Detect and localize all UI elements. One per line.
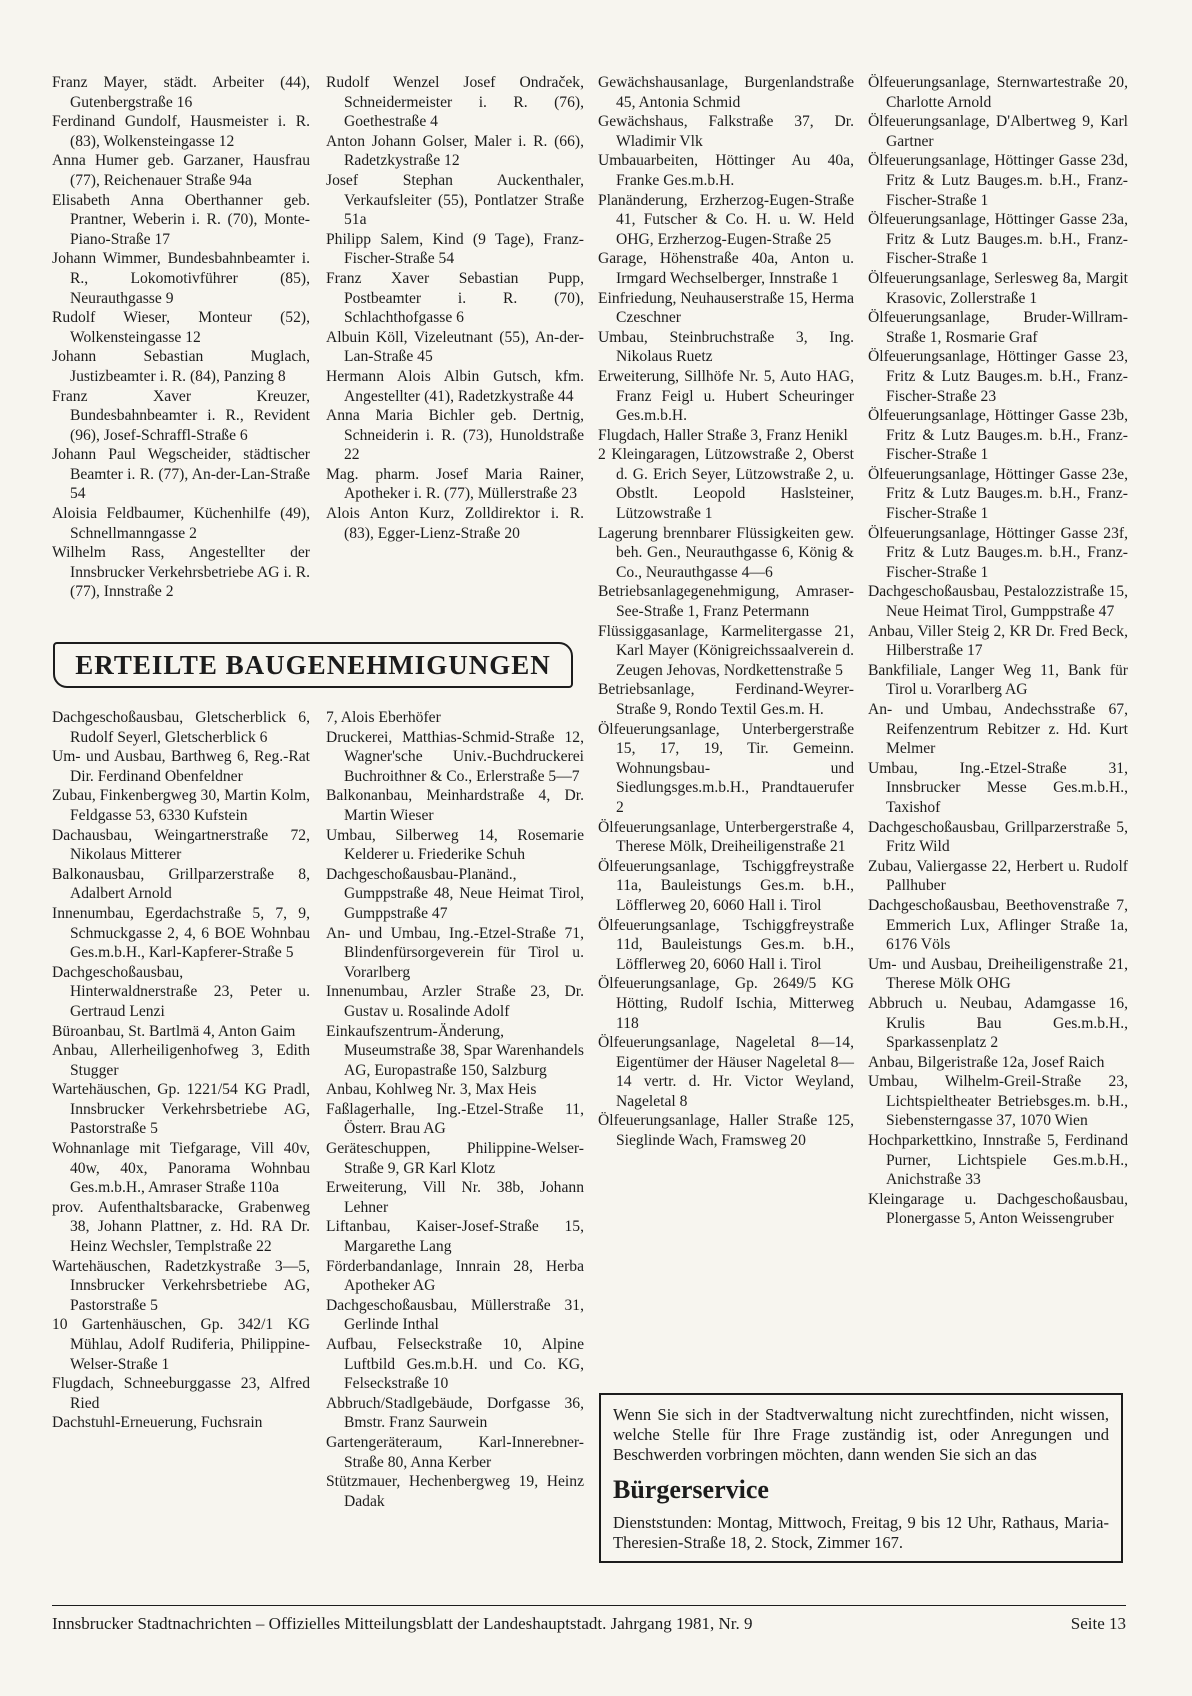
list-item: 7, Alois Eberhöfer [326, 709, 441, 726]
section-heading [53, 642, 573, 688]
list-item: Philipp Salem, Kind (9 Tage), Franz-Fischer-Straße 54 [326, 230, 584, 268]
list-item: Innenumbau, Egerdachstraße 5, 7, 9, Schmuckgasse 2, 4, 6 BOE Wohnbau Ges.m.b.H., Karl-Kapferer-Straße 5 [52, 904, 310, 962]
page-number: Seite 13 [1070, 1614, 1126, 1633]
list-item: Anton Johann Golser, Maler i. R. (66), Radetzkystraße 12 [326, 132, 584, 170]
list-item: Zubau, Finkenbergweg 30, Martin Kolm, Feldgasse 53, 6330 Kufstein [52, 787, 310, 824]
list-item: Josef Stephan Auckenthaler, Verkaufsleiter (55), Pontlatzer Straße 51a [326, 171, 584, 229]
list-item: Gewächshausanlage, Burgenlandstraße 45, Antonia Schmid [598, 74, 854, 111]
list-item: Johann Paul Wegscheider, städtischer Beamter i. R. (77), An-der-Lan-Straße 54 [52, 446, 310, 503]
list-item: Aloisia Feldbaumer, Küchenhilfe (49), Schnellmanngasse 2 [52, 505, 310, 542]
list-item: Umbau, Steinbruchstraße 3, Ing. Nikolaus Ruetz [598, 328, 854, 366]
list-item: Dachgeschoßausbau, Pestalozzistraße 15, Neue Heimat Tirol, Gumppstraße 47 [868, 583, 1128, 621]
list-item: Erweiterung, Vill Nr. 38b, Johann Lehner [326, 1179, 584, 1216]
list-item: Ölfeuerungsanlage, D'Albertweg 9, Karl Gartner [868, 113, 1128, 150]
list-item: Stützmauer, Hechenbergweg 19, Heinz Dadak [326, 1473, 584, 1510]
list-item: Ölfeuerungsanlage, Höttinger Gasse 23, Fritz & Lutz Bauges.m. b.H., Franz-Fischer-Straße 23 [868, 348, 1128, 405]
permits-column-4 [868, 73, 1128, 1229]
list-item: Dachausbau, Weingartnerstraße 72, Nikolaus Mitterer [52, 826, 310, 864]
list-item: Um- und Ausbau, Barthweg 6, Reg.-Rat Dir. Ferdinand Obenfeldner [52, 748, 310, 785]
list-item: Wilhelm Rass, Angestellter der Innsbrucker Verkehrsbetriebe AG i. R. (77), Innstraße 2 [52, 544, 310, 601]
section-heading-text: ERTEILTE BAUGENEHMIGUNGEN [75, 649, 551, 680]
list-item: Dachgeschoßausbau, Beethovenstraße 7, Emmerich Lux, Aflinger Straße 1a, 6176 Völs [868, 896, 1128, 954]
list-item: Ölfeuerungsanlage, Unterbergerstraße 15, 17, 19, Tir. Gemeinn. Wohnungsbau- und Siedlungsges.m.b.H., Prandtauerufer 2 [598, 720, 854, 816]
list-item: Ölfeuerungsanlage, Nageletal 8—14, Eigentümer der Häuser Nageletal 8—14 vertr. d. Hr. Victor Weyland, Nageletal 8 [598, 1034, 854, 1110]
list-item: Lagerung brennbarer Flüssigkeiten gew. beh. Gen., Neurauthgasse 6, König & Co., Neurauthgasse 4—6 [598, 524, 854, 581]
list-item: Liftanbau, Kaiser-Josef-Straße 15, Margarethe Lang [326, 1218, 584, 1256]
service-intro: Wenn Sie sich in der Stadtverwaltung nicht zurechtfinden, nicht wissen, welche Stelle für Ihre Frage zuständig ist, oder Anregungen und Beschwerden vorbringen möchten, dann wenden Sie sich an das [613, 1405, 1109, 1464]
list-item: Anbau, Kohlweg Nr. 3, Max Heis [326, 1081, 537, 1099]
list-item: Albuin Köll, Vizeleutnant (55), An-der-Lan-Straße 45 [326, 328, 584, 366]
list-item: Anna Maria Bichler geb. Dertnig, Schneiderin i. R. (73), Hunoldstraße 22 [326, 407, 584, 464]
list-item: Hermann Alois Albin Gutsch, kfm. Angestellter (41), Radetzkystraße 44 [326, 367, 584, 405]
list-item: Dachstuhl-Erneuerung, Fuchsrain [52, 1414, 263, 1432]
list-item: 2 Kleingaragen, Lützowstraße 2, Oberst d. G. Erich Seyer, Lützowstraße 2, u. Obstlt. Leopold Haslsteiner, Lützowstraße 1 [598, 446, 854, 523]
list-item: Druckerei, Matthias-Schmid-Straße 12, Wagner'sche Univ.-Buchdruckerei Buchroithner & Co., Erlerstraße 5—7 [326, 728, 584, 785]
list-item: Garage, Höhenstraße 40a, Anton u. Irmgard Wechselberger, Innstraße 1 [598, 250, 854, 287]
permits-column-1 [52, 708, 310, 1433]
list-item: Wohnanlage mit Tiefgarage, Vill 40v, 40w, 40x, Panorama Wohnbau Ges.m.b.H., Amraser Straße 110a [52, 1140, 310, 1197]
list-item: Ölfeuerungsanlage, Serlesweg 8a, Margit Krasovic, Zollerstraße 1 [868, 269, 1128, 307]
list-item: Ölfeuerungsanlage, Höttinger Gasse 23b, Fritz & Lutz Bauges.m. b.H., Franz-Fischer-Straße 1 [868, 407, 1128, 464]
list-item: Dachgeschoßausbau, Hinterwaldnerstraße 23, Peter u. Gertraud Lenzi [52, 963, 310, 1020]
list-item: Einkaufszentrum-Änderung, Museumstraße 38, Spar Warenhandels AG, Europastraße 150, Salzburg [326, 1022, 584, 1079]
list-item: Ölfeuerungsanlage, Höttinger Gasse 23d, Fritz & Lutz Bauges.m. b.H., Franz-Fischer-Straße 1 [868, 152, 1128, 209]
list-item: Zubau, Valiergasse 22, Herbert u. Rudolf Pallhuber [868, 857, 1128, 895]
list-item: Umbau, Ing.-Etzel-Straße 31, Innsbrucker Messe Ges.m.b.H., Taxishof [868, 759, 1128, 816]
permits-column-3 [598, 73, 854, 1151]
list-item: Balkonanbau, Meinhardstraße 4, Dr. Martin Wieser [326, 787, 584, 824]
list-item: Franz Xaver Sebastian Pupp, Postbeamter i. R. (70), Schlachthofgasse 6 [326, 269, 584, 327]
list-item: Abbruch u. Neubau, Adamgasse 16, Krulis Bau Ges.m.b.H., Sparkassenplatz 2 [868, 994, 1128, 1052]
list-item: Innenumbau, Arzler Straße 23, Dr. Gustav u. Rosalinde Adolf [326, 983, 584, 1020]
list-item: Ölfeuerungsanlage, Höttinger Gasse 23a, Fritz & Lutz Bauges.m. b.H., Franz-Fischer-Straße 1 [868, 211, 1128, 268]
list-item: Faßlagerhalle, Ing.-Etzel-Straße 11, Österr. Brau AG [326, 1100, 584, 1138]
list-item: Ferdinand Gundolf, Hausmeister i. R. (83), Wolkensteingasse 12 [52, 113, 310, 150]
list-item: Ölfeuerungsanlage, Sternwartestraße 20, Charlotte Arnold [868, 74, 1128, 111]
list-item: Umbau, Wilhelm-Greil-Straße 23, Lichtspieltheater Betriebsges.m. b.H., Siebensterngasse 37, 1070 Wien [868, 1073, 1128, 1130]
list-item: Büroanbau, St. Bartlmä 4, Anton Gaim [52, 1022, 296, 1040]
list-item: prov. Aufenthaltsbaracke, Grabenweg 38, Johann Plattner, z. Hd. RA Dr. Heinz Wechsler, Templstraße 22 [52, 1198, 310, 1256]
list-item: Rudolf Wenzel Josef Ondraček, Schneidermeister i. R. (76), Goethestraße 4 [326, 74, 584, 131]
list-item: Ölfeuerungsanlage, Haller Straße 125, Sieglinde Wach, Framsweg 20 [598, 1112, 854, 1150]
list-item: Johann Sebastian Muglach, Justizbeamter i. R. (84), Panzing 8 [52, 348, 310, 385]
list-item: Ölfeuerungsanlage, Bruder-Willram-Straße 1, Rosmarie Graf [868, 309, 1128, 346]
list-item: Balkonausbau, Grillparzerstraße 8, Adalbert Arnold [52, 865, 310, 903]
list-item: Franz Xaver Kreuzer, Bundesbahnbeamter i. R., Revident (96), Josef-Schraffl-Straße 6 [52, 387, 310, 444]
buergerservice-box [599, 1393, 1123, 1563]
list-item: Einfriedung, Neuhauserstraße 15, Herma Czeschner [598, 289, 854, 327]
list-item: An- und Umbau, Ing.-Etzel-Straße 71, Blindenfürsorgeverein für Tirol u. Vorarlberg [326, 924, 584, 981]
list-item: Betriebsanlage, Ferdinand-Weyrer-Straße 9, Rondo Textil Ges.m. H. [598, 681, 854, 718]
service-title: Bürgerservice [613, 1475, 769, 1504]
list-item: Ölfeuerungsanlage, Höttinger Gasse 23e, Fritz & Lutz Bauges.m. b.H., Franz-Fischer-Straße 1 [868, 465, 1128, 523]
list-item: Dachgeschoßausbau, Gletscherblick 6, Rudolf Seyerl, Gletscherblick 6 [52, 709, 310, 746]
list-item: Umbau, Silberweg 14, Rosemarie Kelderer u. Friederike Schuh [326, 826, 584, 864]
list-item: Umbauarbeiten, Höttinger Au 40a, Franke Ges.m.b.H. [598, 152, 854, 189]
list-item: Ölfeuerungsanlage, Unterbergerstraße 4, Therese Mölk, Dreiheiligenstraße 21 [598, 818, 854, 856]
obituary-column-2 [326, 73, 584, 543]
list-item: Erweiterung, Sillhöfe Nr. 5, Auto HAG, Franz Feigl u. Hubert Scheuringer Ges.m.b.H. [598, 367, 854, 425]
list-item: Ölfeuerungsanlage, Höttinger Gasse 23f, Fritz & Lutz Bauges.m. b.H., Franz-Fischer-Straße 1 [868, 524, 1128, 581]
list-item: Anbau, Bilgeristraße 12a, Josef Raich [868, 1053, 1105, 1071]
list-item: Planänderung, Erzherzog-Eugen-Straße 41, Futscher & Co. H. u. W. Held OHG, Erzherzog-Eugen-Straße 25 [598, 191, 854, 248]
list-item: Rudolf Wieser, Monteur (52), Wolkensteingasse 12 [52, 309, 310, 346]
list-item: Dachgeschoßausbau-Planänd., Gumppstraße 48, Neue Heimat Tirol, Gumppstraße 47 [326, 865, 584, 922]
list-item: Flüssiggasanlage, Karmelitergasse 21, Karl Mayer (Königreichssaalverein d. Zeugen Jehovas, Nordkettenstraße 5 [598, 622, 854, 679]
list-item: Ölfeuerungsanlage, Tschiggfreystraße 11a, Bauleistungs Ges.m. b.H., Löfflerweg 20, 6060 Hall i. Tirol [598, 857, 854, 914]
service-hours: Dienststunden: Montag, Mittwoch, Freitag, 9 bis 12 Uhr, Rathaus, Maria-Theresien-Straße 18, 2. Stock, Zimmer 167. [613, 1513, 1109, 1552]
list-item: Anbau, Viller Steig 2, KR Dr. Fred Beck, Hilberstraße 17 [868, 622, 1128, 660]
list-item: Gewächshaus, Falkstraße 37, Dr. Wladimir Vlk [598, 113, 854, 150]
list-item: Anna Humer geb. Garzaner, Hausfrau (77), Reichenauer Straße 94a [52, 152, 310, 189]
list-item: Aufbau, Felseckstraße 10, Alpine Luftbild Ges.m.b.H. und Co. KG, Felseckstraße 10 [326, 1336, 584, 1393]
list-item: Kleingarage u. Dachgeschoßausbau, Plonergasse 5, Anton Weissengruber [868, 1190, 1128, 1228]
list-item: Dachgeschoßausbau, Grillparzerstraße 5, Fritz Wild [868, 818, 1128, 856]
list-item: Alois Anton Kurz, Zolldirektor i. R. (83), Egger-Lienz-Straße 20 [326, 505, 584, 542]
list-item: Hochparkettkino, Innstraße 5, Ferdinand Purner, Lichtspiele Ges.m.b.H., Anichstraße 33 [868, 1132, 1128, 1189]
list-item: Wartehäuschen, Radetzkystraße 3—5, Innsbrucker Verkehrsbetriebe AG, Pastorstraße 5 [52, 1257, 310, 1314]
list-item: Geräteschuppen, Philippine-Welser-Straße 9, GR Karl Klotz [326, 1140, 584, 1177]
publication-line: Innsbrucker Stadtnachrichten – Offizielles Mitteilungsblatt der Landeshauptstadt. Jahrgang 1981, Nr. 9 [52, 1614, 753, 1633]
list-item: Gartengeräteraum, Karl-Innerebner-Straße 80, Anna Kerber [326, 1433, 584, 1471]
list-item: Ölfeuerungsanlage, Gp. 2649/5 KG Hötting, Rudolf Ischia, Mitterweg 118 [598, 975, 854, 1032]
list-item: Flugdach, Haller Straße 3, Franz Henikl [598, 426, 848, 444]
list-item: Wartehäuschen, Gp. 1221/54 KG Pradl, Innsbrucker Verkehrsbetriebe AG, Pastorstraße 5 [52, 1081, 310, 1138]
list-item: An- und Umbau, Andechsstraße 67, Reifenzentrum Rebitzer z. Hd. Kurt Melmer [868, 701, 1128, 758]
obituary-column-1 [52, 73, 310, 602]
list-item: Dachgeschoßausbau, Müllerstraße 31, Gerlinde Inthal [326, 1296, 584, 1334]
permits-column-2 [326, 708, 584, 1511]
list-item: Elisabeth Anna Oberthanner geb. Prantner, Weberin i. R. (70), Monte-Piano-Straße 17 [52, 191, 310, 248]
list-item: Flugdach, Schneeburggasse 23, Alfred Ried [52, 1375, 310, 1412]
list-item: Anbau, Allerheiligenhofweg 3, Edith Stugger [52, 1042, 310, 1079]
page-footer [52, 1605, 1126, 1634]
list-item: Förderbandanlage, Innrain 28, Herba Apotheker AG [326, 1257, 584, 1295]
list-item: Ölfeuerungsanlage, Tschiggfreystraße 11d, Bauleistungs Ges.m. b.H., Löfflerweg 20, 6060 Hall i. Tirol [598, 916, 854, 973]
list-item: Betriebsanlagegenehmigung, Amraser-See-Straße 1, Franz Petermann [598, 583, 854, 621]
list-item: Johann Wimmer, Bundesbahnbeamter i. R., Lokomotivführer (85), Neurauthgasse 9 [52, 250, 310, 307]
list-item: Um- und Ausbau, Dreiheiligenstraße 21, Therese Mölk OHG [868, 955, 1128, 993]
list-item: Bankfiliale, Langer Weg 11, Bank für Tirol u. Vorarlberg AG [868, 661, 1128, 699]
list-item: 10 Gartenhäuschen, Gp. 342/1 KG Mühlau, Adolf Rudiferia, Philippine-Welser-Straße 1 [52, 1316, 310, 1373]
list-item: Franz Mayer, städt. Arbeiter (44), Gutenbergstraße 16 [52, 74, 310, 111]
list-item: Mag. pharm. Josef Maria Rainer, Apotheker i. R. (77), Müllerstraße 23 [326, 465, 584, 503]
list-item: Abbruch/Stadlgebäude, Dorfgasse 36, Bmstr. Franz Saurwein [326, 1394, 584, 1432]
